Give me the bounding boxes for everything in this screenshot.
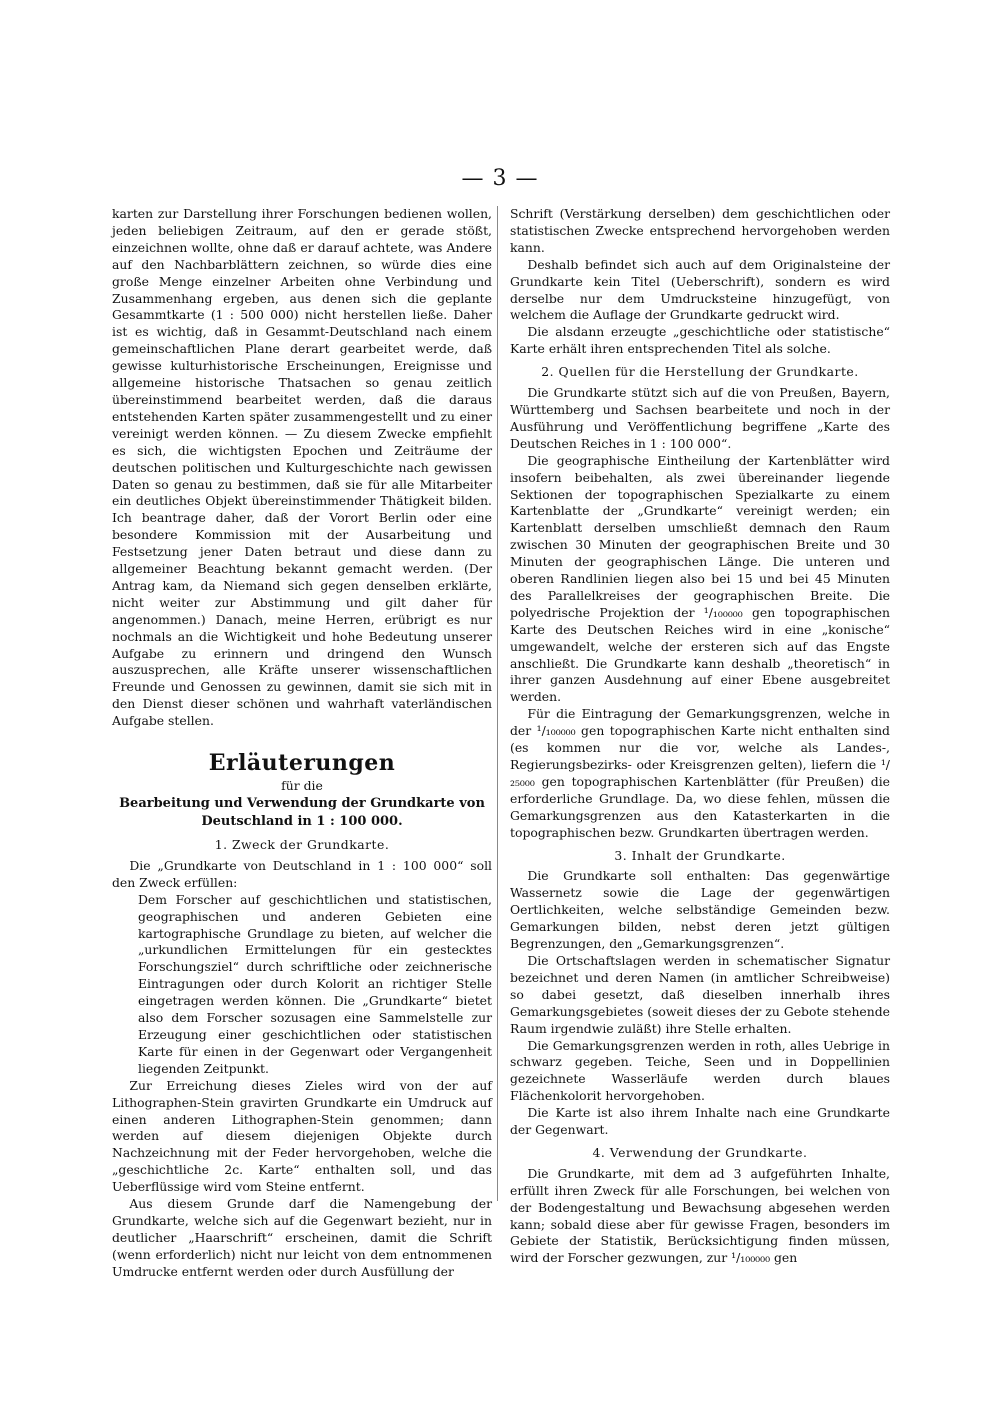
paragraph: Die Gemarkungsgrenzen werden in roth, alles Uebrige in schwarz gegeben. Teiche, Seen und in Doppellinien gezeichnete Wasserläufe werden durch blaues Flächenkolorit hervorgehoben. <box>510 1037 890 1104</box>
subheading: für die <box>281 778 323 794</box>
section-title: 1. Zweck der Grundkarte. <box>214 837 390 852</box>
paragraph: Die Grundkarte soll enthalten: Das gegenwärtige Wassernetz sowie die Lage der gegenwärtigen Oertlichkeiten, welche selbständige Gemeinden bezw. Gemarkungen bilden, nebst deren jetzt gültigen Begrenzungen, den „Gemarkungsgrenzen“. <box>510 868 890 952</box>
paragraph: Die „Grundkarte von Deutschland in 1 : 100 000“ soll den Zweck erfüllen: <box>112 857 492 890</box>
document-title-line: Deutschland in 1 : 100 000. <box>201 814 403 829</box>
section-title: 3. Inhalt der Grundkarte. <box>614 847 786 863</box>
paragraph: Deshalb befindet sich auch auf dem Originalsteine der Grundkarte kein Titel (Ueberschrift), sondern es wird derselbe nur dem Umdrucksteine hinzugefügt, von welchem die Auflage der Grundkarte gedruckt wird. <box>510 256 890 323</box>
paragraph: Aus diesem Grunde darf die Namengebung der Grundkarte, welche sich auf die Gegenwart bezieht, nur in deutlicher „Haarschrift“ erscheinen, damit die Schrift (wenn erforderlich) nicht nur leicht von dem entnommenen Umdrucke entfernt werden oder durch Ausfüllung der <box>112 1196 492 1279</box>
page-number: — 3 — <box>461 166 539 191</box>
section-title: 2. Quellen für die Herstellung der Grundkarte. <box>541 364 859 380</box>
quoted-paragraph: Dem Forscher auf geschichtlichen und statistischen, geographischen und anderen Gebieten eine kartographische Grundlage zu bieten, auf welcher die „urkundlichen Ermittelungen für ein gestecktes Forschungsziel“ durch schriftliche oder zeichnerische Eintragungen oder durch Kolorit an richtiger Stelle eingetragen werden können. Die „Grundkarte“ bietet also dem Forscher sozusagen eine Sammelstelle zur Erzeugung einer geschichtlichen oder statistischen Karte für einen in der Gegenwart oder Vergangenheit liegenden Zeitpunkt. <box>138 891 492 1076</box>
paragraph: Schrift (Verstärkung derselben) dem geschichtlichen oder statistischen Zwecke entsprechend hervorgehoben werden kann. <box>510 206 890 255</box>
paragraph: Die Ortschaftslagen werden in schematischer Signatur bezeichnet und deren Namen (in amtlicher Schreibweise) so dabei gesetzt, daß dieselben innerhalb ihres Gemarkungsgebietes (soweit dieses der zu Gebote stehende Raum irgendwie zuläßt) ihre Stelle erhalten. <box>510 952 890 1036</box>
paragraph: Die geographische Eintheilung der Kartenblätter wird insofern beibehalten, als zwei übereinander liegende Sektionen der topographischen Spezialkarte zu einem Kartenblatte der „Grundkarte“ vereinigt werden; ein Kartenblatt derselben umschließt demnach den Raum zwischen 30 Minuten der geographischen Breite und 30 Minuten der geographischen Länge. Die unteren und oberen Randlinien liegen also bei 15 und bei 45 Minuten des Parallelkreises der geographischen Breite. Die polyedrische Projektion der ¹/₁₀₀₀₀₀ gen topographischen Karte des Deutschen Reiches wird in eine „konische“ umgewandelt, welche der ersteren sich auf das Engste anschließt. Die Grundkarte kann deshalb „theoretisch“ in ihrer ganzen Ausdehnung auf einer Ebene ausgebreitet werden. <box>510 452 890 705</box>
paragraph: Die alsdann erzeugte „geschichtliche oder statistische“ Karte erhält ihren entsprechenden Titel als solche. <box>510 324 890 357</box>
paragraph: Die Grundkarte stützt sich auf die von Preußen, Bayern, Württemberg und Sachsen bearbeitete und noch in der Ausführung und Veröffentlichung begriffene „Karte des Deutschen Reiches in 1 : 100 000“. <box>510 385 890 451</box>
paragraph: Für die Eintragung der Gemarkungsgrenzen, welche in der ¹/₁₀₀₀₀₀ gen topographischen Karte nicht enthalten sind (es kommen nur die vor, welche als Landes-, Regierungsbezirks- oder Kreisgrenzen gelten), liefern die ¹/₂₅₀₀₀ gen topographischen Kartenblätter (für Preußen) die erforderliche Grundlage. Da, wo diese fehlen, müssen die Gemarkungsgrenzen aus den Katasterkarten in die topographischen bezw. Grundkarten übertragen werden. <box>510 706 890 840</box>
paragraph: Die Grundkarte, mit dem ad 3 aufgeführten Inhalte, erfüllt ihren Zweck für alle Forschungen, bei welchen von der Bodengestaltung und Bewachsung abgesehen werden kann; sobald diese aber für gewisse Fragen, besonders im Gebiete der Statistik, Berücksichtigung finden müssen, wird der Forscher gezwungen, zur ¹/₁₀₀₀₀₀ gen <box>510 1165 890 1266</box>
section-heading: Erläuterungen <box>208 750 396 777</box>
document-title-line: Bearbeitung und Verwendung der Grundkarte von <box>119 796 485 811</box>
column-divider <box>497 206 498 1201</box>
paragraph: karten zur Darstellung ihrer Forschungen bedienen wollen, jeden beliebigen Zeitraum, auf den er gerade stößt, einzeichnen wollte, ohne daß er darauf achtete, was Andere auf den Nachbarblättern zeichnen, so würde dies eine große Menge einzelner Arbeiten ohne Verbindung und Zusammenhang ergeben, aus denen sich die geplante Gesammtkarte (1 : 500 000) nicht herstellen ließe. Daher ist es wichtig, daß in Gesammt-Deutschland nach einem gemeinschaftlichen Plane derart gearbeitet werde, daß gewisse kulturhistorische Erscheinungen, Ereignisse und allgemeine historische Thatsachen so genau zeitlich übereinstimmend bearbeitet werden, daß die daraus entstehenden Karten später zusammengestellt und zu einer vereinigt werden können. — Zu diesem Zwecke empfiehlt es sich, die wichtigsten Epochen und Zeiträume der deutschen politischen und Kulturgeschichte nach gewissen Daten so genau zu bestimmen, daß sie für alle Mitarbeiter ein deutliches Objekt übereinstimmender Thätigkeit bilden. Ich beantrage daher, daß der Vorort Berlin oder eine besondere Kommission mit der Ausarbeitung und Festsetzung jener Daten betraut und diese dann zu allgemeiner Beachtung bekannt gemacht werden. (Der Antrag kam, da Niemand sich gegen denselben erklärte, nicht weiter zur Abstimmung und gilt daher für angenommen.) Danach, meine Herren, erübrigt es nur nochmals an die Wichtigkeit und hohe Bedeutung unserer Aufgabe zu erinnern und dringend den Wunsch auszusprechen, alle Kräfte unserer wissenschaftlichen Freunde und Genossen zu gewinnen, damit sie sich mit in den Dienst dieser schönen und wahrhaft vaterländischen Aufgabe stellen. <box>112 206 492 729</box>
section-title: 4. Verwendung der Grundkarte. <box>592 1144 808 1160</box>
paragraph: Zur Erreichung dieses Zieles wird von der auf Lithographen-Stein gravirten Grundkarte ein Umdruck auf einen anderen Lithographen-Stein genommen; dann werden auf diesem diejenigen Objekte durch Nachzeichnung mit der Feder hervorgehoben, welche die „geschichtliche 2c. Karte“ enthalten soll, und das Ueberflüssige wird vom Steine entfernt. <box>112 1077 492 1195</box>
paragraph: Die Karte ist also ihrem Inhalte nach eine Grundkarte der Gegenwart. <box>510 1105 890 1138</box>
right-column <box>510 206 890 1267</box>
left-column <box>112 206 492 1281</box>
